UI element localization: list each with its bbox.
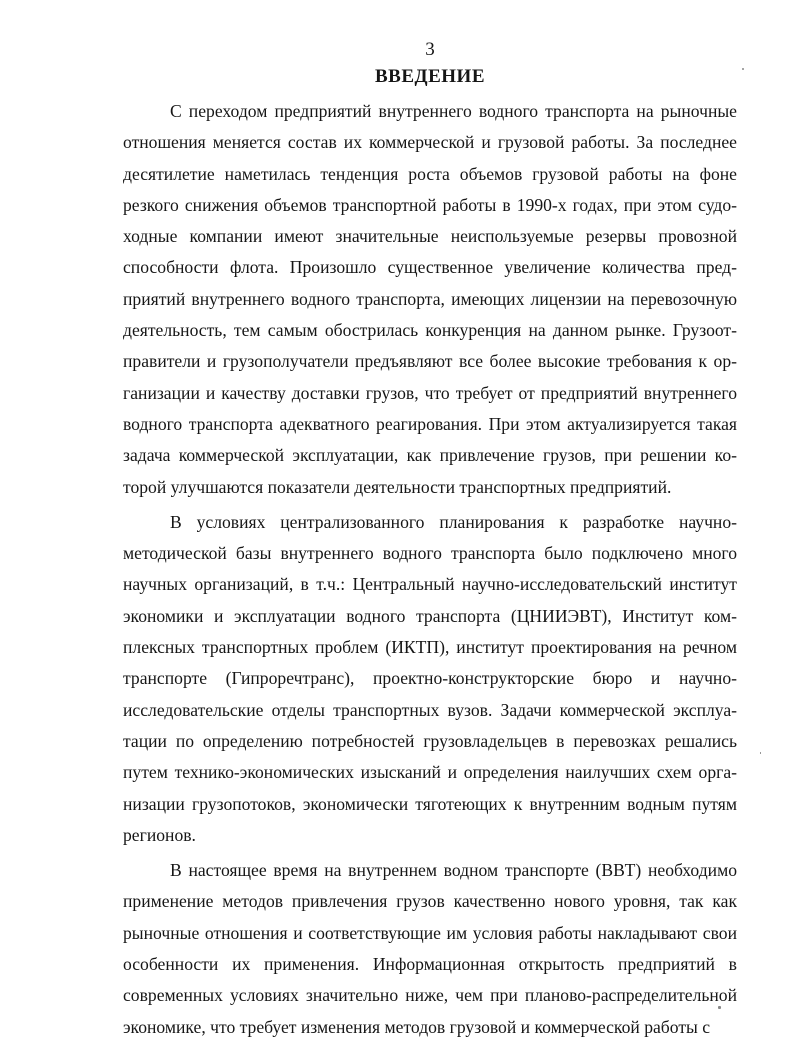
scan-speck	[742, 68, 744, 70]
page-title: ВВЕДЕНИЕ	[375, 66, 485, 87]
paragraph-3: В настоящее время на внутреннем водном транспорте (ВВТ) необходимо применение методов привлечения грузов качественно нового уровня, так как рыночные отношения и соответствующие им условия работы накладывают свои особенности их применения. Информационная открытость предприятий в современных условиях значительно ниже, чем при планово-распределительной экономике, что требует изменения методов грузовой и коммерческой работы с	[123, 860, 737, 1037]
body-text	[123, 96, 737, 1043]
scan-speck	[760, 752, 761, 754]
paragraph-2: В условиях централизованного планирования к разработке научно-методической базы внутреннего водного транспорта было подключено много научных организаций, в т.ч.: Центральный научно-исследовательский институт экономики и эксплуатации водного транспорта (ЦНИИЭВТ), Институт комплексных транспортных проблем (ИКТП), институт проектирования на речном транспорте (Гипроречтранс), проектно-конструкторские бюро и научно-исследовательские отделы транспортных вузов. Задачи коммерческой эксплуатации по определению потребностей грузовладельцев в перевозках решались путем технико-экономических изысканий и определения наилучших схем организации грузопотоков, экономически тяготеющих к внутренним водным путям регионов.	[123, 511, 737, 845]
scan-speck	[718, 1006, 721, 1009]
page-number: 3	[425, 39, 435, 60]
paragraph-1: С переходом предприятий внутреннего водного транспорта на рыночные отношения меняется состав их коммерческой и грузовой работы. За последнее десятилетие наметилась тенденция роста объемов грузовой работы на фоне резкого снижения объемов транспортной работы в 1990-х годах, при этом судоходные компании имеют значительные неиспользуемые резервы провозной способности флота. Произошло существенное увеличение количества предприятий внутреннего водного транспорта, имеющих лицензии на перевозочную деятельность, тем самым обострилась конкуренция на данном рынке. Грузоотправители и грузополучатели предъявляют все более высокие требования к организации и качеству доставки грузов, что требует от предприятий внутреннего водного транспорта адекватного реагирования. При этом актуализируется такая задача коммерческой эксплуатации, как привлечение грузов, при решении которой улучшаются показатели деятельности транспортных предприятий.	[123, 101, 737, 497]
